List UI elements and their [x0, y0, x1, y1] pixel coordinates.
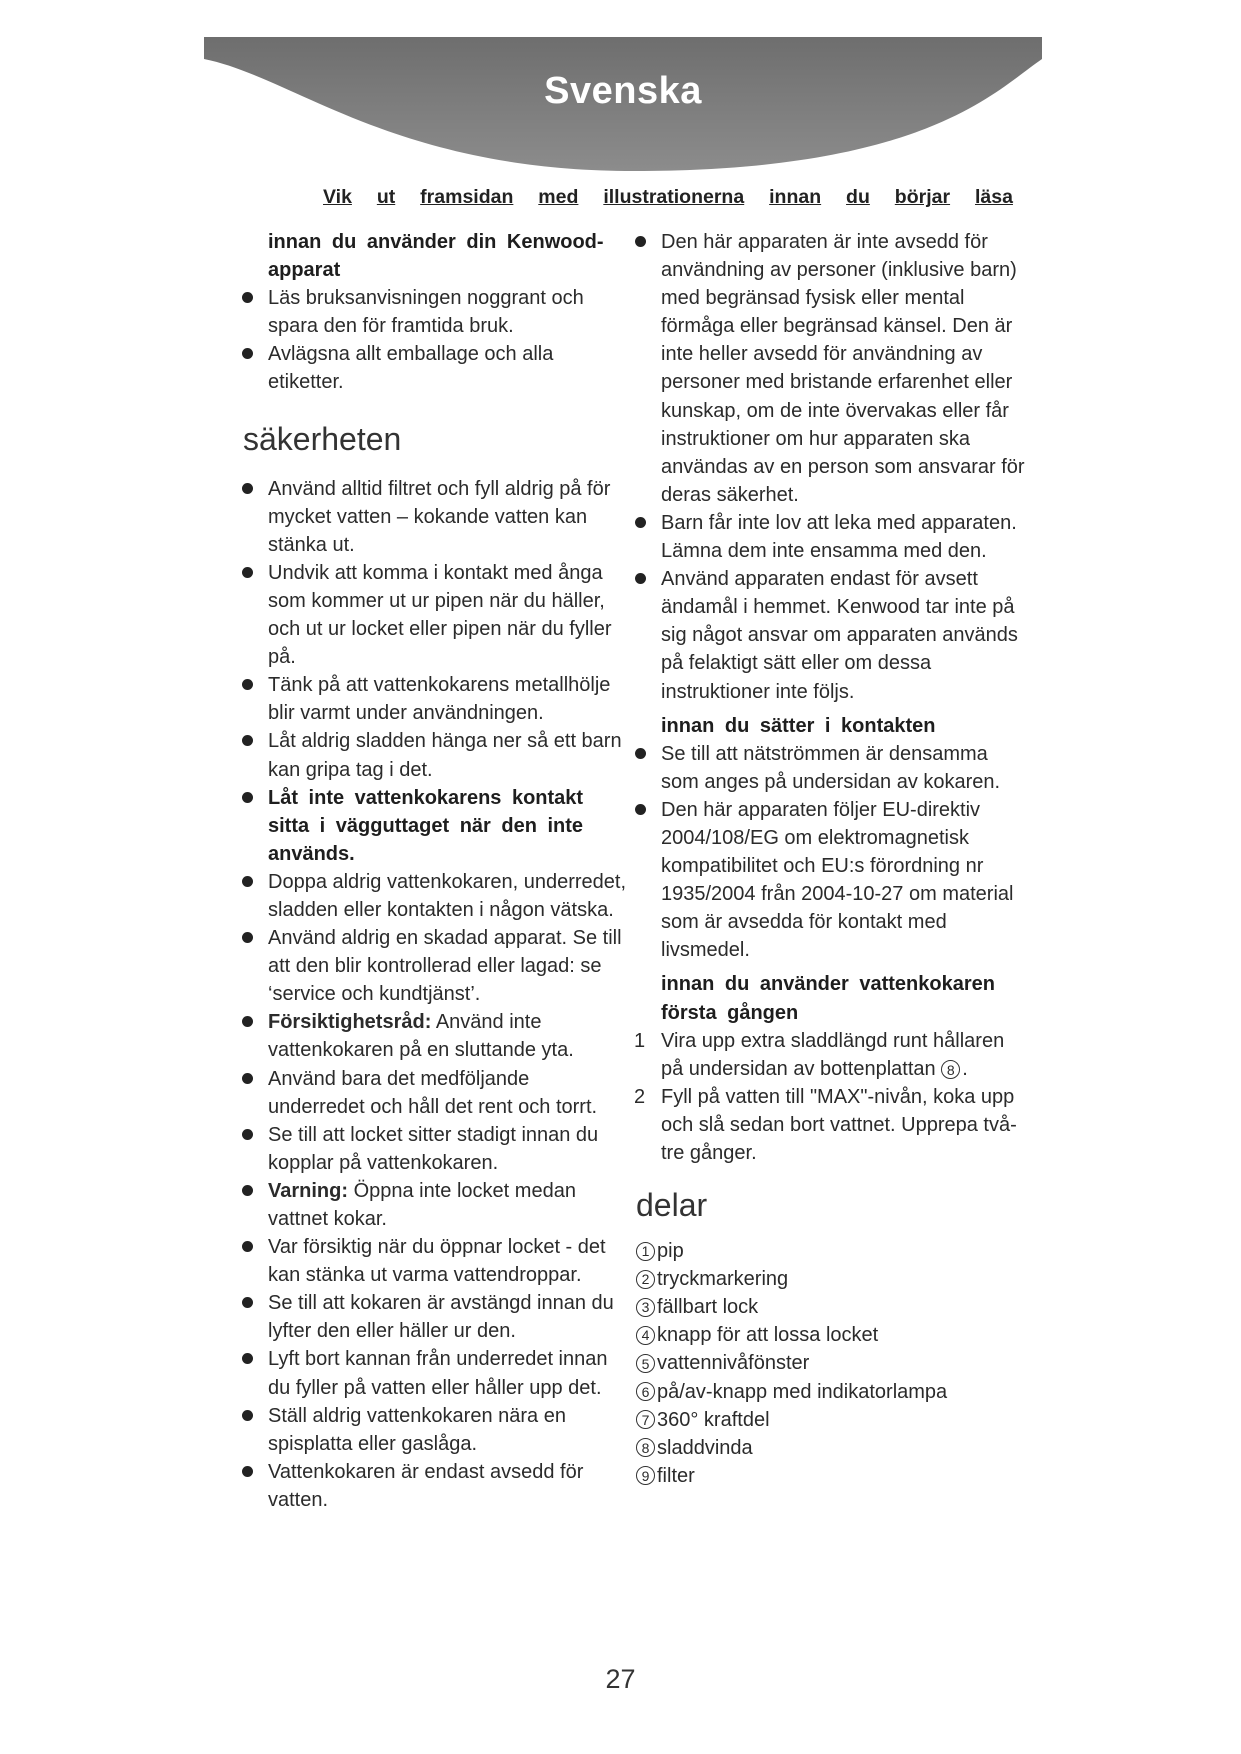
part-number-badge: 4	[636, 1326, 655, 1345]
intro-word: läsa	[974, 186, 1013, 208]
list-item: Den här apparaten är inte avsedd för användning av personer (inklusive barn) med begränsad fysisk eller mental förmåga eller begränsad känsel. Den är inte heller avsedd för användning av personer med bristande erfarenhet eller kunskap, om de inte övervakas eller får instruktioner om hur apparaten ska användas av en person som ansvarar för deras säkerhet.	[636, 228, 1026, 509]
first-use-steps	[636, 1027, 1026, 1167]
intro-word: du	[846, 186, 870, 208]
part-item: 9 filter	[636, 1462, 1026, 1490]
list-item: Barn får inte lov att leka med apparaten. Lämna dem inte ensamma med den.	[636, 509, 1026, 565]
page-title: Svenska	[544, 70, 702, 112]
part-number-badge: 6	[636, 1382, 655, 1401]
part-number-badge: 2	[636, 1270, 655, 1289]
list-item: Vattenkokaren är endast avsedd för vatten.	[243, 1458, 628, 1514]
part-number-badge: 3	[636, 1298, 655, 1317]
list-item: Använd aldrig en skadad apparat. Se till att den blir kontrollerad eller lagad: se ‘service och kundtjänst’.	[243, 924, 628, 1008]
part-number-badge: 8	[941, 1060, 960, 1079]
list-item: Se till att nätströmmen är densamma som anges på undersidan av kokaren.	[636, 740, 1026, 796]
intro-word: illustrationerna	[603, 186, 745, 208]
safety-list	[243, 475, 628, 1514]
before-plug-heading: innan du sätter i kontakten	[661, 714, 936, 737]
intro-instruction	[323, 186, 1013, 209]
list-item: Se till att locket sitter stadigt innan du kopplar på vattenkokaren.	[243, 1121, 628, 1177]
right-column	[636, 228, 1026, 1490]
list-item: Använd apparaten endast för avsett ändamål i hemmet. Kenwood tar inte på sig något ansvar om apparaten används på felaktigt sätt eller om dessa instruktioner inte följs.	[636, 565, 1026, 705]
part-number-badge: 1	[636, 1242, 655, 1261]
list-item: Läs bruksanvisningen noggrant och spara den för framtida bruk.	[243, 284, 628, 340]
part-item: 8 sladdvinda	[636, 1434, 1026, 1462]
list-item: Använd alltid filtret och fyll aldrig på för mycket vatten – kokande vatten kan stänka ut.	[243, 475, 628, 559]
before-use-list	[243, 284, 628, 396]
parts-list	[636, 1237, 1026, 1490]
part-number-badge: 8	[636, 1438, 655, 1457]
list-item: Låt aldrig sladden hänga ner så ett barn kan gripa tag i det.	[243, 727, 628, 783]
before-use-heading: innan du använder din Kenwood-apparat	[268, 231, 604, 282]
part-item: 6 på/av-knapp med indikatorlampa	[636, 1378, 1026, 1406]
part-item: 2 tryckmarkering	[636, 1265, 1026, 1293]
list-item: Tänk på att vattenkokarens metallhölje blir varmt under användningen.	[243, 671, 628, 727]
list-item: Avlägsna allt emballage och alla etiketter.	[243, 340, 628, 396]
list-item: Försiktighetsråd: Använd inte vattenkokaren på en sluttande yta.	[243, 1008, 628, 1064]
list-item: Se till att kokaren är avstängd innan du lyfter den eller häller ur den.	[243, 1289, 628, 1345]
page-number: 27	[605, 1664, 636, 1694]
list-item: Använd bara det medföljande underredet och håll det rent och torrt.	[243, 1065, 628, 1121]
left-column	[243, 228, 628, 1514]
part-number-badge: 5	[636, 1354, 655, 1373]
part-item: 5 vattennivåfönster	[636, 1349, 1026, 1377]
intro-word: framsidan	[420, 186, 514, 208]
step-item: 1 Vira upp extra sladdlängd runt hållaren på undersidan av bottenplattan 8 .	[634, 1029, 1005, 1080]
list-item: Lyft bort kannan från underredet innan du fyller på vatten eller håller upp det.	[243, 1345, 628, 1401]
part-item: 1 pip	[636, 1237, 1026, 1265]
intro-word: innan	[769, 186, 822, 208]
list-item: Varning: Öppna inte locket medan vattnet kokar.	[243, 1177, 628, 1233]
parts-title: delar	[636, 1187, 708, 1224]
list-item: Var försiktig när du öppnar locket - det kan stänka ut varma vattendroppar.	[243, 1233, 628, 1289]
safety-title: säkerheten	[243, 420, 402, 457]
list-item: Den här apparaten följer EU-direktiv 2004/108/EG om elektromagnetisk kompatibilitet och EU:s förordning nr 1935/2004 från 2004-10-27 om material som är avsedda för kontakt med livsmedel.	[636, 796, 1026, 965]
list-item: Undvik att komma i kontakt med ånga som kommer ut ur pipen när du häller, och ut ur locket eller pipen när du fyller på.	[243, 559, 628, 671]
part-item: 7 360° kraftdel	[636, 1406, 1026, 1434]
part-item: 3 fällbart lock	[636, 1293, 1026, 1321]
list-item: Doppa aldrig vattenkokaren, underredet, sladden eller kontakten i någon vätska.	[243, 868, 628, 924]
part-item: 4 knapp för att lossa locket	[636, 1321, 1026, 1349]
intro-word: med	[538, 186, 579, 208]
list-item: Ställ aldrig vattenkokaren nära en spisplatta eller gaslåga.	[243, 1402, 628, 1458]
list-item: Låt inte vattenkokarens kontakt sitta i vägguttaget när den inte används.	[243, 784, 628, 868]
intro-word: ut	[376, 186, 396, 208]
intro-word: börjar	[894, 186, 951, 208]
before-plug-list	[636, 740, 1026, 965]
part-number-badge: 9	[636, 1466, 655, 1485]
intro-word: Vik	[323, 186, 352, 208]
step-item: 2 Fyll på vatten till "MAX"-nivån, koka upp och slå sedan bort vattnet. Upprepa två-tre gånger.	[634, 1085, 1017, 1164]
part-number-badge: 7	[636, 1410, 655, 1429]
first-use-heading: innan du använder vattenkokaren första gången	[661, 973, 995, 1024]
safety-list-continued	[636, 228, 1026, 706]
